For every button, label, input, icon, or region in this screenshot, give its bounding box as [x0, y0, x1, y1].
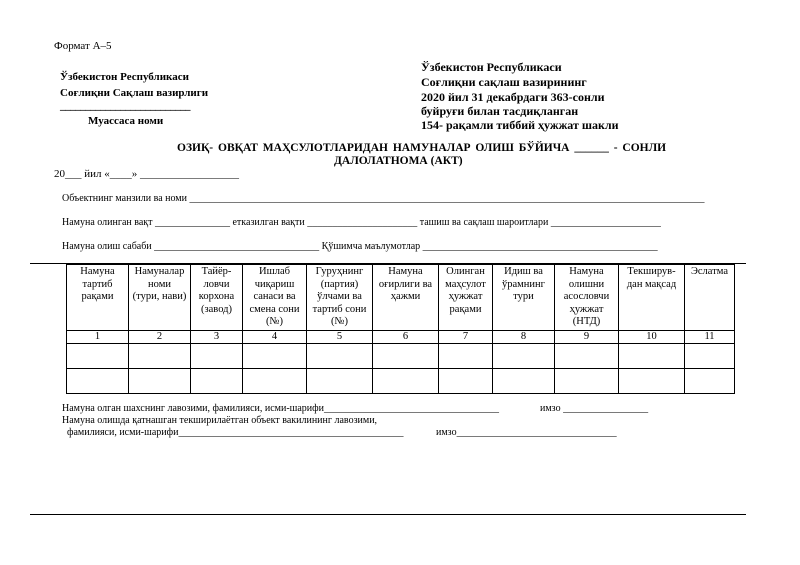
object-representative-line: Намуна олишда қатнашган текширилаётган объект вакилининг лавозими,	[62, 415, 378, 426]
left-header-underline: __________________________	[60, 100, 190, 112]
right-header-line2: Соғлиқни сақлаш вазирининг	[421, 75, 587, 89]
table-row	[67, 369, 735, 394]
table-cell[interactable]	[493, 369, 555, 394]
col-header-sample-number: Намуна тартиб рақами	[67, 265, 129, 331]
right-header-line4: буйруғи билан тасдиқланган	[421, 104, 579, 118]
left-header-line1: Ўзбекистон Республикаси	[60, 71, 189, 83]
sampler-signature-line: Намуна олган шахснинг лавозими, фамилияси, исми-шарифи___________________________________	[62, 403, 499, 414]
col-number: 8	[493, 330, 555, 344]
table-cell[interactable]	[373, 344, 439, 369]
title-line2: ДАЛОЛАТНОМА (АКТ)	[334, 155, 463, 167]
table-cell[interactable]	[439, 369, 493, 394]
col-header-package-type: Идиш ва ўрамнинг тури	[493, 265, 555, 331]
table-cell[interactable]	[685, 369, 735, 394]
col-header-document-number: Олинган маҳсулот ҳужжат рақами	[439, 265, 493, 331]
col-header-sample-name: Намуналар номи (тури, нави)	[129, 265, 191, 331]
table-cell[interactable]	[129, 369, 191, 394]
col-number: 6	[373, 330, 439, 344]
col-number: 7	[439, 330, 493, 344]
table-cell[interactable]	[191, 344, 243, 369]
separator-line-bottom	[30, 514, 746, 515]
col-header-note: Эслатма	[685, 265, 735, 331]
table-cell[interactable]	[67, 344, 129, 369]
col-number: 9	[555, 330, 619, 344]
representative-name-line: фамилияси, исми-шарифи_____________________________________________	[67, 427, 404, 438]
sample-time-field: Намуна олинган вақт _______________ етказилган вақти ______________________ ташиш ва сақлаш шароитлари ______________________	[62, 217, 661, 228]
samples-table	[66, 264, 735, 394]
col-number: 4	[243, 330, 307, 344]
table-cell[interactable]	[191, 369, 243, 394]
table-cell[interactable]	[619, 369, 685, 394]
table-cell[interactable]	[243, 369, 307, 394]
col-number: 10	[619, 330, 685, 344]
institution-name-label: Муассаса номи	[88, 115, 164, 127]
col-number: 1	[67, 330, 129, 344]
left-header-line2: Соғлиқни Сақлаш вазирлиги	[60, 87, 209, 99]
table-number-row	[67, 330, 735, 344]
table-header-row	[67, 265, 735, 331]
table-cell[interactable]	[243, 344, 307, 369]
col-header-producer: Тайёр- ловчи корхона (завод)	[191, 265, 243, 331]
table-cell[interactable]	[619, 344, 685, 369]
col-number: 5	[307, 330, 373, 344]
sampling-reason-field: Намуна олиш сабаби _________________________________ Қўшимча маълумотлар _______________________________________________	[62, 241, 658, 252]
table-cell[interactable]	[685, 344, 735, 369]
object-address-field: Объектнинг манзили ва номи _______________________________________________________________________________________________________	[62, 193, 705, 204]
table-cell[interactable]	[439, 344, 493, 369]
col-header-ntd: Намуна олишни асословчи ҳужжат (НТД)	[555, 265, 619, 331]
col-header-sample-weight: Намуна оғирлиги ва ҳажми	[373, 265, 439, 331]
col-header-batch-size: Гуруҳнинг (партия) ўлчами ва тартиб сони (№)	[307, 265, 373, 331]
format-label: Формат А–5	[54, 40, 112, 52]
table-cell[interactable]	[555, 344, 619, 369]
right-header-line1: Ўзбекистон Республикаси	[421, 60, 562, 74]
title-line1: ОЗИҚ- ОВҚАТ МАҲСУЛОТЛАРИДАН НАМУНАЛАР ОЛИШ БЎЙИЧА ______ - СОНЛИ	[177, 142, 667, 154]
col-header-purpose: Текширув- дан мақсад	[619, 265, 685, 331]
col-number: 2	[129, 330, 191, 344]
col-header-production-date: Ишлаб чиқариш санаси ва смена сони (№)	[243, 265, 307, 331]
table-cell[interactable]	[555, 369, 619, 394]
table-cell[interactable]	[307, 369, 373, 394]
table-row	[67, 344, 735, 369]
representative-sign-field: имзо________________________________	[436, 427, 617, 438]
table-cell[interactable]	[307, 344, 373, 369]
col-number: 3	[191, 330, 243, 344]
table-cell[interactable]	[373, 369, 439, 394]
right-header-line5: 154- рақамли тиббий ҳужжат шакли	[421, 118, 619, 132]
right-header-line3: 2020 йил 31 декабрдаги 363-сонли	[421, 90, 605, 104]
col-number: 11	[685, 330, 735, 344]
table-cell[interactable]	[129, 344, 191, 369]
date-line: 20___ йил «____» __________________	[54, 168, 240, 180]
table-cell[interactable]	[493, 344, 555, 369]
table-cell[interactable]	[67, 369, 129, 394]
sampler-sign-field: имзо _________________	[540, 403, 649, 414]
